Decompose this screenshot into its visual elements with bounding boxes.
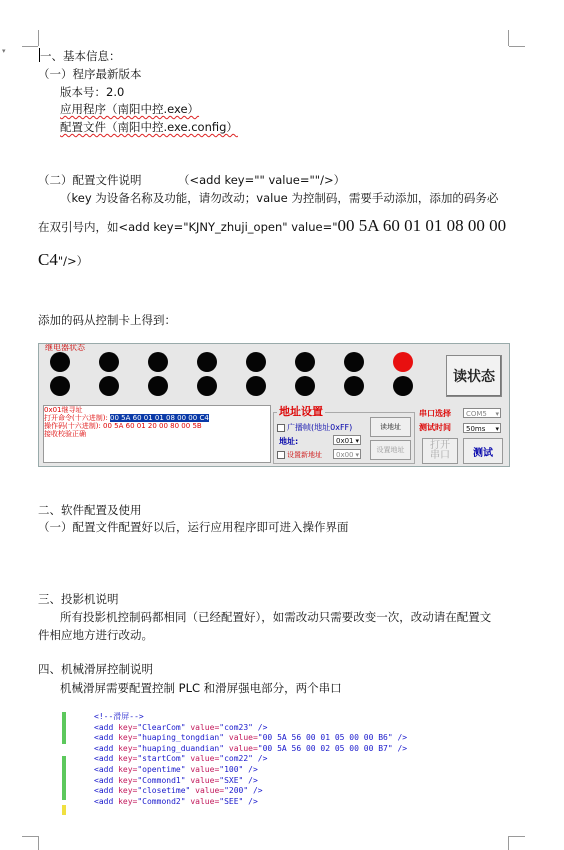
- port-select-label: 串口选择: [419, 409, 451, 418]
- corner-mark: [38, 836, 39, 850]
- corner-mark: [22, 46, 38, 47]
- code-token: "closetime": [137, 786, 191, 796]
- section-3-para-1: 所有投影机控制码都相同（已经配置好），如需改动只需要改变一次，改动请在配置文: [60, 610, 492, 624]
- code-token: "opentime": [137, 764, 186, 774]
- code-token: "00 5A 56 00 01 05 00 00 B6": [257, 733, 393, 743]
- code-token: key=: [118, 733, 138, 743]
- section-3-title: 三、投影机说明: [38, 592, 119, 606]
- new-address-select[interactable]: 0x00 ▾: [333, 449, 361, 459]
- test-time-label: 测试时间: [419, 423, 451, 432]
- relay-led-off: [197, 352, 217, 372]
- code-token: />: [252, 754, 268, 764]
- section-1-title: 一、基本信息：: [40, 49, 121, 63]
- open-port-button[interactable]: 打开 串口: [422, 438, 458, 464]
- relay-led-off: [246, 376, 266, 396]
- section-4-para-1: 机械滑屏需要配置控制 PLC 和滑屏强电部分，两个串口: [60, 681, 342, 695]
- code-token: <add: [94, 786, 119, 796]
- code-token: "SXE": [219, 775, 244, 785]
- relay-led-off: [148, 376, 168, 396]
- broadcast-label: 广播帧(地址0xFF): [287, 423, 353, 432]
- read-address-button[interactable]: 读地址: [370, 417, 411, 437]
- code-token: <add: [94, 775, 119, 785]
- subsection-2-1: （一）配置文件配置好以后，运行应用程序即可进入操作界面: [38, 520, 349, 534]
- code-token: key=: [118, 775, 138, 785]
- code-token: />: [243, 764, 258, 774]
- code-token: <add: [94, 764, 119, 774]
- code-token: key=: [118, 786, 138, 796]
- code-token: "com23": [219, 722, 253, 732]
- set-new-address-checkbox[interactable]: [277, 450, 322, 460]
- code-token: value=: [190, 722, 220, 732]
- paragraph-line-2: [38, 216, 506, 237]
- corner-mark: [22, 836, 38, 837]
- code-line: [70, 797, 407, 808]
- log-open-code: 00 5A 60 01 01 08 00 00 C4: [110, 414, 209, 422]
- corner-mark: [508, 30, 509, 46]
- set-new-address-label: 设置新地址: [287, 451, 322, 459]
- code-token: <add: [94, 743, 119, 753]
- codes-from-label: 添加的码从控制卡上得到：: [38, 313, 176, 327]
- address-label: 地址:: [279, 437, 299, 446]
- port-select[interactable]: COM5 ▾: [463, 408, 501, 418]
- code-line: [70, 744, 407, 755]
- code-token: key=: [118, 743, 138, 753]
- paragraph-line-3: [38, 250, 88, 271]
- relay-led-off: [99, 352, 119, 372]
- code-token: />: [392, 733, 408, 743]
- code-token: "huaping_duandian": [137, 743, 225, 753]
- corner-mark: [38, 30, 39, 46]
- code-comment: <!--滑屏-->: [94, 712, 144, 721]
- paragraph-line-1: （key 为设备名称及功能，请勿改动；value 为控制码，需要手动添加，添加的码务必: [60, 191, 499, 205]
- change-marker-bar: [62, 756, 66, 800]
- address-group-title: 地址设置: [279, 405, 323, 418]
- code-line: [70, 754, 407, 765]
- corner-mark: [509, 46, 525, 47]
- relay-led-off: [50, 376, 70, 396]
- section-4-title: 四、机械滑屏控制说明: [38, 662, 153, 676]
- relay-led-off: [50, 352, 70, 372]
- log-line: 接收校验正确: [44, 430, 86, 438]
- code-token: />: [243, 796, 258, 806]
- relay-led-on: [393, 352, 413, 372]
- code-token: "SEE": [219, 796, 244, 806]
- code-token: "Commond1": [137, 775, 186, 785]
- relay-led-off: [246, 352, 266, 372]
- code-token: value=: [190, 796, 220, 806]
- small-arrow-icon: ▾: [2, 47, 6, 55]
- subsection-1-2: （二）配置文件说明: [38, 173, 142, 187]
- code-line: [70, 733, 407, 744]
- relay-status-label: 继电器状态: [45, 343, 85, 352]
- relay-led-off: [99, 376, 119, 396]
- code-token: "com22": [219, 754, 253, 764]
- code-token: <add: [94, 722, 119, 732]
- change-marker-bar: [62, 712, 66, 744]
- relay-led-off: [295, 376, 315, 396]
- code-token: value=: [190, 764, 220, 774]
- set-address-button[interactable]: 设置地址: [370, 440, 411, 460]
- address-select[interactable]: 0x01 ▾: [333, 435, 361, 445]
- code-line: [70, 776, 407, 787]
- paragraph-line-3-end: "/>）: [57, 254, 89, 268]
- code-token: "huaping_tongdian": [137, 733, 225, 743]
- code-token: value=: [190, 754, 220, 764]
- log-textbox[interactable]: [43, 405, 271, 463]
- log-open-label: 打开命令(十六进制):: [44, 414, 111, 422]
- config-code-snippet: [70, 712, 407, 807]
- code-line: [70, 786, 407, 797]
- relay-led-off: [344, 376, 364, 396]
- checkbox-box[interactable]: [277, 451, 285, 459]
- code-line: [70, 723, 407, 734]
- subsection-1-1: （一）程序最新版本: [38, 67, 142, 81]
- config-line: [60, 120, 238, 134]
- code-token: value=: [195, 786, 225, 796]
- corner-mark: [508, 836, 509, 850]
- app-text: 应用程序（南阳中控.exe）: [60, 102, 200, 116]
- code-token: key=: [118, 764, 138, 774]
- code-token: value=: [190, 775, 220, 785]
- app-line: [60, 102, 199, 116]
- change-marker-bar: [62, 805, 66, 815]
- log-line: [44, 414, 270, 422]
- code-token: "100": [219, 764, 244, 774]
- code-token: />: [243, 775, 258, 785]
- log-line: 0x01继寻址: [44, 406, 83, 414]
- relay-led-off: [393, 376, 413, 396]
- code-token: value=: [228, 743, 258, 753]
- read-status-button[interactable]: 读状态: [446, 355, 502, 397]
- relay-led-off: [148, 352, 168, 372]
- version-line: 版本号：2.0: [60, 85, 125, 99]
- section-2-title: 二、软件配置及使用: [38, 503, 142, 517]
- code-line: [70, 765, 407, 776]
- log-line: 操作码(十六进制): 00 5A 60 01 20 00 80 00 5B: [44, 422, 202, 430]
- test-time-select[interactable]: 50ms ▾: [463, 423, 501, 433]
- broadcast-checkbox[interactable]: [277, 422, 352, 433]
- section-3-para-2: 件相应地方进行改动。: [38, 628, 153, 642]
- paragraph-line-2-text: 在双引号内，如<add key="KJNY_zhuji_open" value=": [38, 220, 338, 234]
- code-token: key=: [118, 722, 138, 732]
- code-token: />: [252, 722, 268, 732]
- relay-led-off: [295, 352, 315, 372]
- code-value-text: 00 5A 60 01 01 08 00 00: [337, 216, 507, 235]
- code-token: />: [392, 743, 408, 753]
- code-token: "Commond2": [137, 796, 186, 806]
- syntax-example: （<add key="" value=""/>）: [178, 173, 346, 187]
- code-token: <add: [94, 796, 119, 806]
- code-value-end: C4: [38, 250, 58, 269]
- checkbox-box[interactable]: [277, 424, 285, 432]
- corner-mark: [509, 836, 525, 837]
- code-token: key=: [118, 754, 138, 764]
- test-button[interactable]: 测试: [463, 438, 503, 464]
- code-token: "00 5A 56 00 02 05 00 00 B7": [257, 743, 393, 753]
- code-token: <add: [94, 754, 119, 764]
- relay-led-off: [197, 376, 217, 396]
- code-token: "ClearCom": [137, 722, 186, 732]
- code-token: value=: [228, 733, 258, 743]
- relay-led-off: [344, 352, 364, 372]
- code-token: "200": [224, 786, 249, 796]
- config-text: 配置文件（南阳中控.exe.config）: [60, 120, 238, 134]
- code-token: <add: [94, 733, 119, 743]
- control-panel-screenshot: [38, 343, 510, 467]
- code-token: />: [248, 786, 263, 796]
- code-token: key=: [118, 796, 138, 806]
- code-token: "startCom": [137, 754, 186, 764]
